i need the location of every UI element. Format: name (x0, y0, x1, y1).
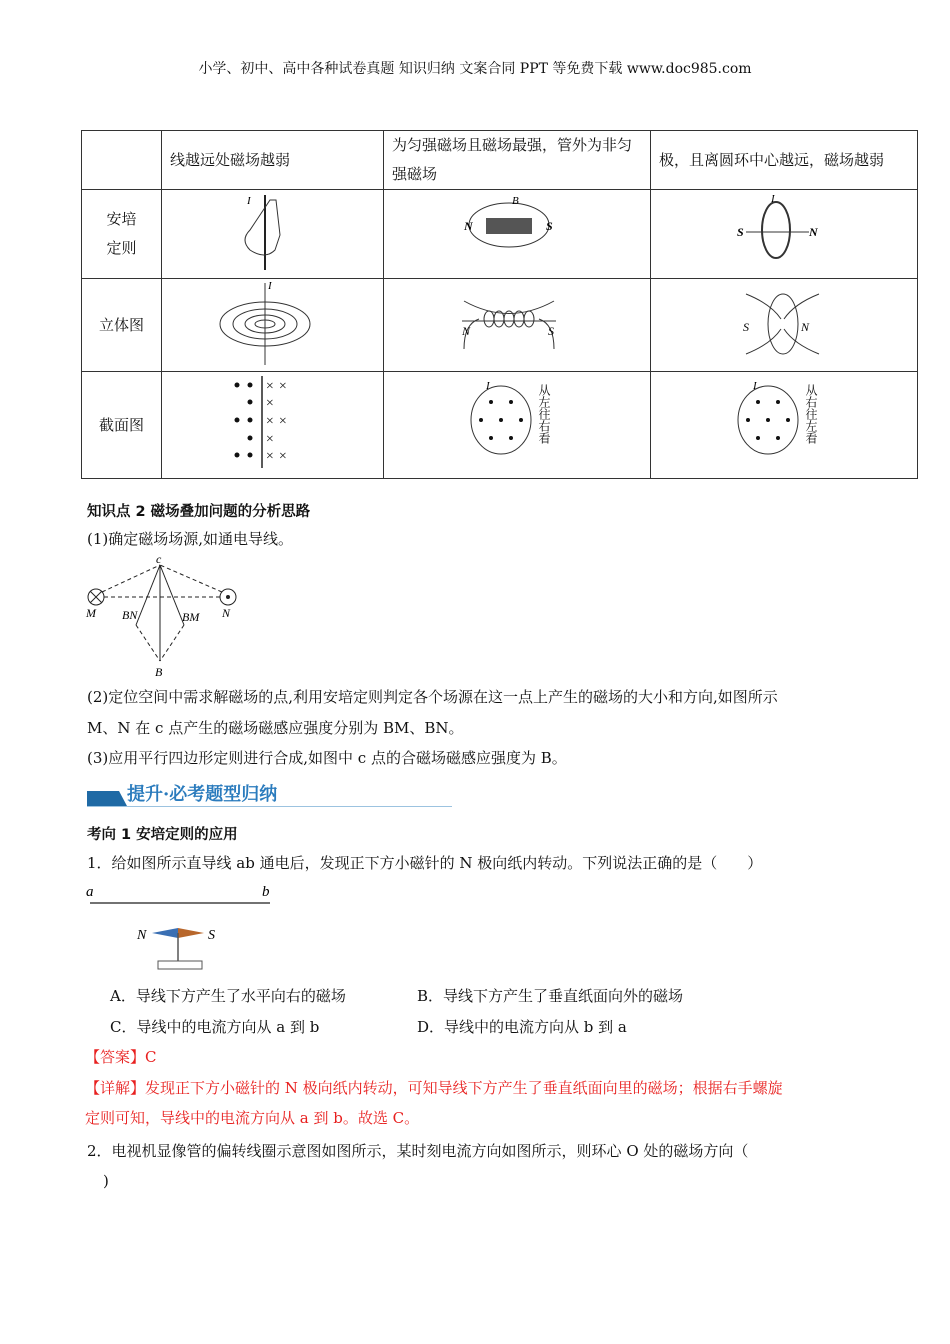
page-header: 小学、初中、高中各种试卷真题 知识归纳 文案合同 PPT 等免费下载 www.doc985.com (198, 61, 752, 77)
figure-solenoid-field (384, 279, 651, 372)
direction-title: 考向 1 安培定则的应用 (87, 827, 238, 843)
label-M: M (86, 606, 96, 620)
explanation: 【详解】发现正下方小磁针的 N 极向纸内转动，可知导线下方产生了垂直纸面向里的磁场；根据右手螺旋 (85, 1079, 783, 1097)
table-cell: 线越远处磁场越弱 (162, 131, 384, 190)
table-cell: 极，且离圆环中心越远，磁场越弱 (651, 131, 918, 190)
row-header-ampere-rule: 安培定则 (82, 190, 162, 279)
figure-ring-field (651, 279, 918, 372)
row-header-cross-section: 截面图 (82, 372, 162, 479)
paragraph: (1)确定磁场场源,如通电导线。 (87, 530, 294, 548)
wire-and-compass-figure (84, 878, 284, 973)
view-note: 从左往右看 (537, 384, 551, 444)
label-B: B (512, 195, 519, 207)
label-BM: BM (182, 610, 200, 624)
option-d[interactable]: D．导线中的电流方向从 b 到 a (417, 1018, 627, 1036)
paragraph: (2)定位空间中需求解磁场的点,利用安培定则判定各个场源在这一点上产生的磁场的大小和方向,如图所示 (87, 688, 778, 706)
question-2-stem: 2．电视机显像管的偏转线圈示意图如图所示，某时刻电流方向如图所示，则环心 O 处的磁场方向（ (87, 1142, 749, 1160)
figure-ring-hand (651, 190, 918, 279)
explanation: 定则可知，导线中的电流方向从 a 到 b。故选 C。 (85, 1109, 420, 1127)
svg-text:×: × (265, 396, 275, 411)
paragraph: M、N 在 c 点产生的磁场磁感应强度分别为 BM、BN。 (87, 719, 464, 737)
figure-concentric-field (162, 279, 384, 372)
label-B: B (155, 665, 163, 679)
label-S: S (548, 324, 554, 338)
table-cell: 为匀强磁场且磁场最强，管外为非匀强磁场 (384, 131, 651, 190)
figure-solenoid-cross-section (384, 372, 651, 479)
label-I: I (771, 193, 775, 205)
option-b[interactable]: B．导线下方产生了垂直纸面向外的磁场 (417, 987, 684, 1005)
question-1-stem: 1．给如图所示直导线 ab 通电后，发现正下方小磁针的 N 极向纸内转动。下列说法正确的是（ ） (87, 854, 763, 872)
option-c[interactable]: C．导线中的电流方向从 a 到 b (110, 1018, 320, 1036)
label-I: I (486, 380, 490, 392)
table-cell-empty (82, 131, 162, 190)
svg-text:× ×: × × (265, 449, 288, 464)
label-I: I (753, 380, 757, 392)
label-BN: BN (122, 608, 138, 622)
field-superposition-diagram (84, 555, 244, 680)
section-banner (87, 779, 452, 807)
label-S: S (546, 219, 553, 233)
figure-ring-cross-section (651, 372, 918, 479)
figure-straight-wire-hand (162, 190, 384, 279)
label-a: a (86, 884, 94, 900)
label-N: N (137, 928, 147, 943)
svg-text:× ×: × × (265, 414, 288, 429)
label-c: c (156, 555, 162, 566)
label-b: b (262, 884, 270, 900)
label-S: S (737, 225, 744, 239)
paragraph: (3)应用平行四边形定则进行合成,如图中 c 点的合磁场磁感应强度为 B。 (87, 749, 567, 767)
label-I: I (247, 195, 251, 207)
question-2-paren: ) (103, 1172, 109, 1190)
option-a[interactable]: A．导线下方产生了水平向右的磁场 (110, 987, 346, 1005)
label-N: N (464, 219, 473, 233)
figure-wire-cross-section (162, 372, 384, 479)
svg-text:× ×: × × (265, 379, 288, 394)
label-N: N (809, 225, 818, 239)
banner-title: 提升·必考题型归纳 (127, 784, 278, 805)
section-title: 知识点 2 磁场叠加问题的分析思路 (87, 504, 311, 520)
figure-solenoid-hand (384, 190, 651, 279)
row-header-3d-view: 立体图 (82, 279, 162, 372)
label-S: S (208, 928, 215, 943)
label-N: N (222, 606, 231, 620)
view-note: 从右往左看 (804, 384, 818, 444)
answer: 【答案】C (85, 1048, 157, 1066)
label-N: N (801, 320, 810, 334)
svg-text:×: × (265, 432, 275, 447)
label-I: I (268, 280, 272, 292)
label-S: S (743, 320, 749, 334)
magnetic-field-table (81, 130, 918, 479)
label-N: N (462, 324, 471, 338)
